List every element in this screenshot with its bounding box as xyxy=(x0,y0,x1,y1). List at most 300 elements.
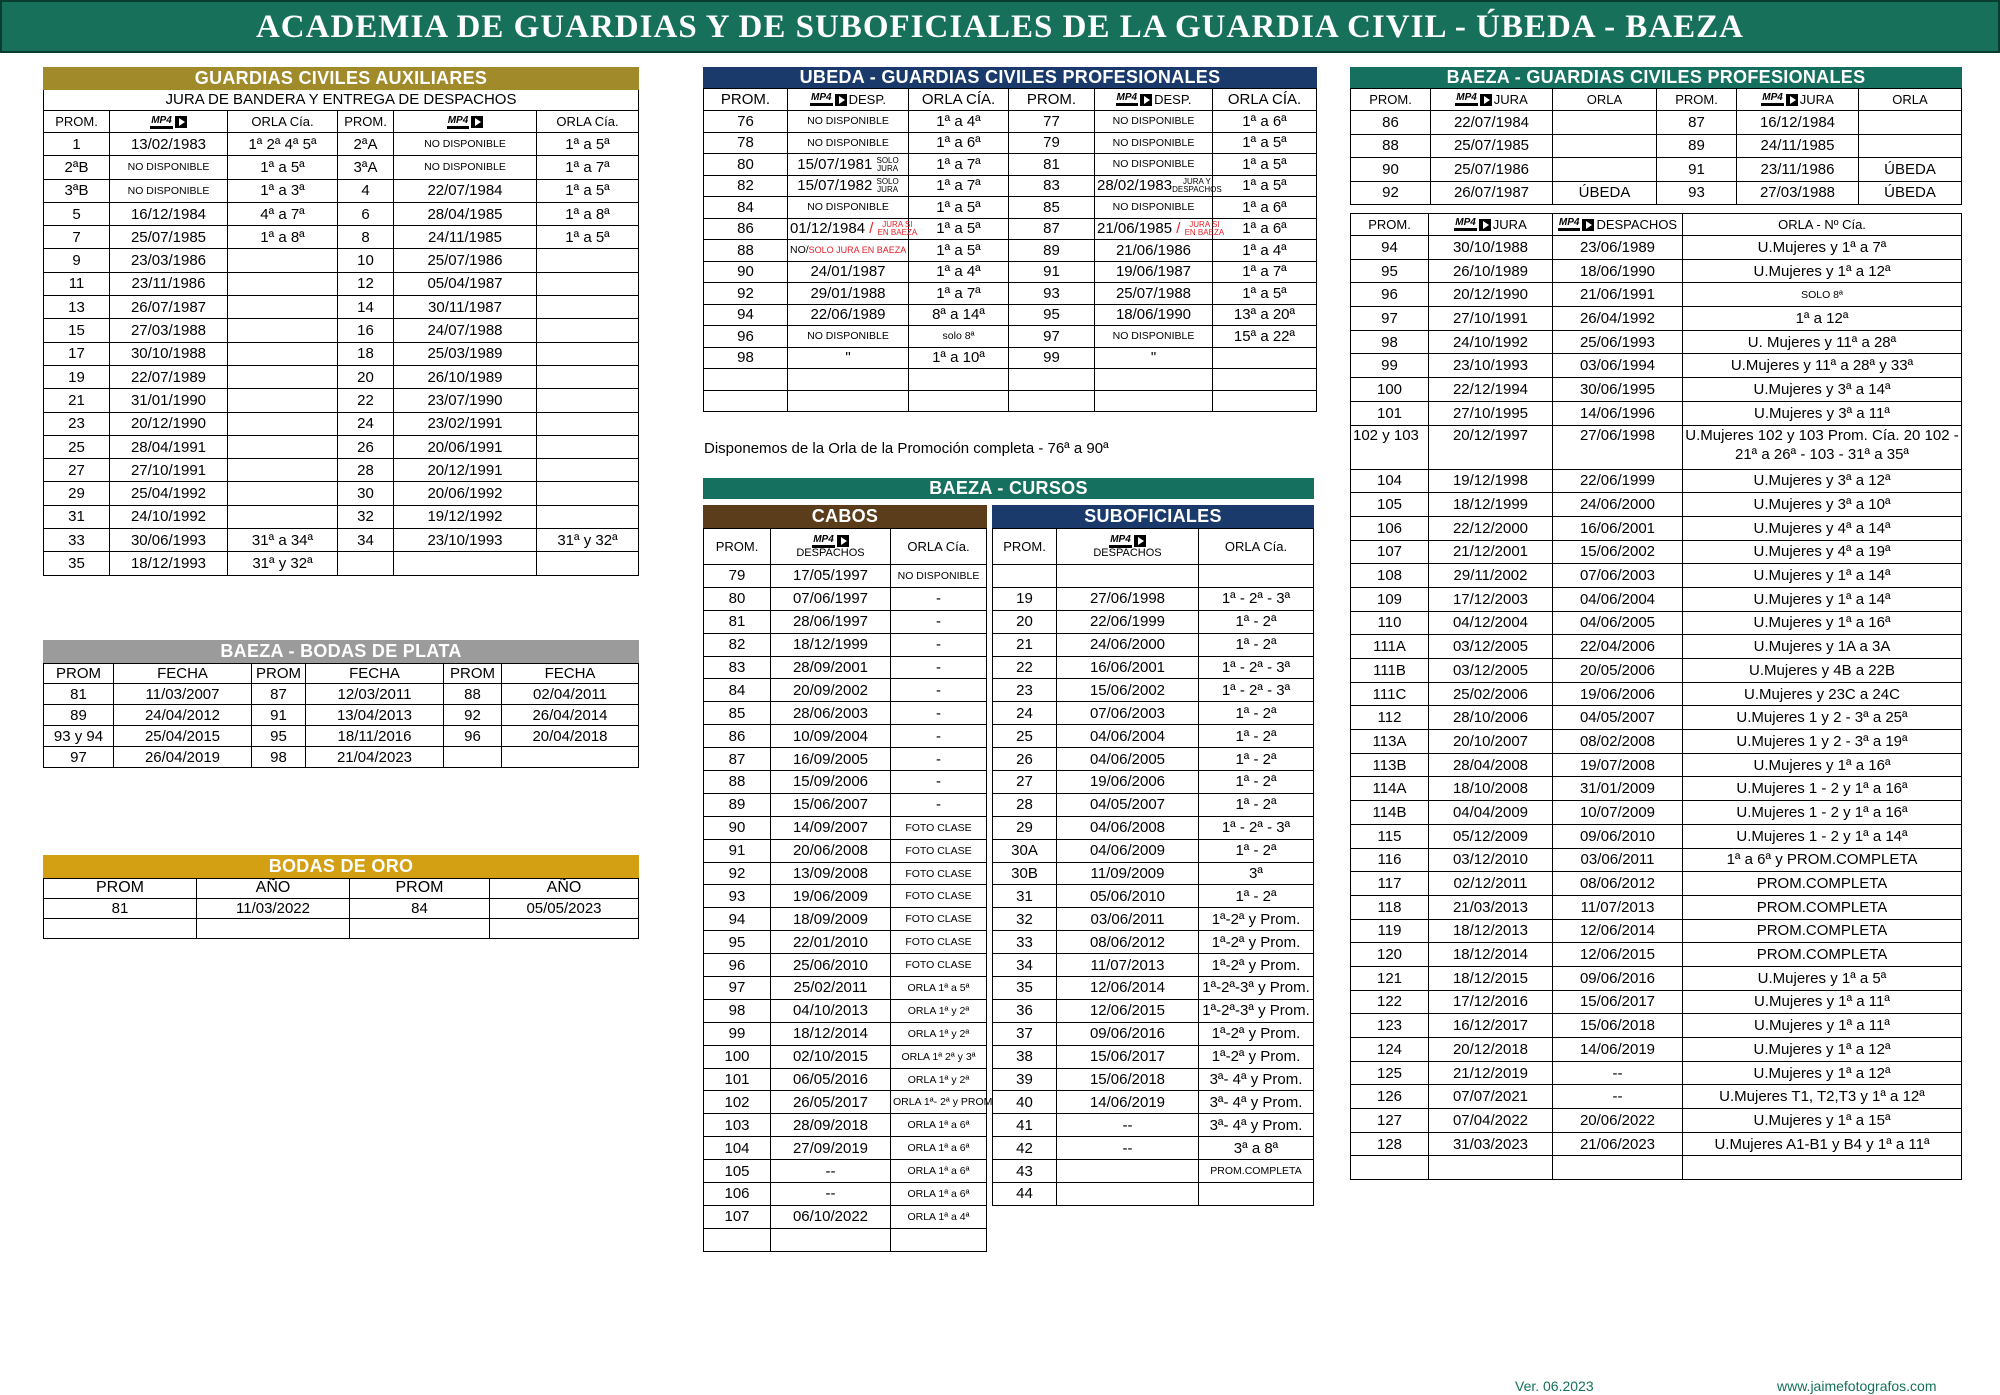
mp4-video-icon: MP4 DESPACHOS xyxy=(1558,217,1678,233)
table-cell: 27/10/1995 xyxy=(1429,401,1553,425)
table-cell: 1ª 2ª 4ª 5ª xyxy=(228,133,338,156)
table-cell: 19/06/2006 xyxy=(1057,771,1199,794)
table-cell: 27/06/1998 xyxy=(1057,587,1199,610)
table-cell: 13/02/1983 xyxy=(110,133,228,156)
table-cell xyxy=(1351,1156,1429,1180)
table-row xyxy=(1351,516,1962,540)
table-cell xyxy=(704,1228,771,1251)
table-cell: 38 xyxy=(993,1045,1057,1068)
table-cell: 42 xyxy=(993,1137,1057,1160)
table-cell: 22/06/1999 xyxy=(1057,610,1199,633)
table-cell: 80 xyxy=(704,587,771,610)
table-cell: 1ª - 2ª xyxy=(1199,885,1314,908)
table-cell: 1ª a 6ª xyxy=(909,132,1009,154)
table-cell: -- xyxy=(771,1160,891,1183)
table-row xyxy=(993,702,1314,725)
note-label: SOLO JURA xyxy=(876,177,899,195)
table-row xyxy=(993,725,1314,748)
table-cell xyxy=(537,365,639,388)
table-cell: 22/12/1994 xyxy=(1429,378,1553,402)
table-cell: U. Mujeres y 11ª a 28ª xyxy=(1683,330,1962,354)
table-cell: 32 xyxy=(993,908,1057,931)
table-row xyxy=(704,587,987,610)
table-cell: 92 xyxy=(704,283,788,305)
table-cell: 10/07/2009 xyxy=(1553,801,1683,825)
table-cell: 30 xyxy=(338,482,394,505)
table-cell: PROM.COMPLETA xyxy=(1683,872,1962,896)
table-cell: 1ª a 7ª xyxy=(909,175,1009,197)
table-cell: PROM. xyxy=(338,111,394,133)
table-row xyxy=(704,197,1317,219)
table-row xyxy=(993,999,1314,1022)
table-row xyxy=(1351,872,1962,896)
table-cell: 08/02/2008 xyxy=(1553,730,1683,754)
table-cell: NO DISPONIBLE xyxy=(788,197,909,219)
table-cell: 89 xyxy=(704,793,771,816)
table-cell: U.Mujeres y 1ª a 16ª xyxy=(1683,753,1962,777)
table-row xyxy=(1351,401,1962,425)
table-cell: 3ª- 4ª y Prom. xyxy=(1199,1114,1314,1137)
table-row xyxy=(704,565,987,588)
table-cell: 78 xyxy=(704,132,788,154)
table-cell: 91 xyxy=(1009,261,1095,283)
table-row xyxy=(704,1091,987,1114)
table-row xyxy=(704,390,1317,412)
table-cell: 24/10/1992 xyxy=(110,505,228,528)
table-cell: - xyxy=(891,771,987,794)
table-row xyxy=(44,202,639,225)
website-link[interactable]: www.jaimefotografos.com xyxy=(1777,1378,1937,1394)
table-cell: 17 xyxy=(44,342,110,365)
table-row xyxy=(1351,706,1962,730)
table-row xyxy=(1351,659,1962,683)
table-cell xyxy=(338,552,394,575)
table-cell xyxy=(394,552,537,575)
table-cell xyxy=(537,296,639,319)
table-cell: 10 xyxy=(338,249,394,272)
table-cell: 1ª a 5ª xyxy=(909,197,1009,219)
table-row xyxy=(1351,259,1962,283)
table-cell: 11/07/2013 xyxy=(1553,895,1683,919)
table-cell: 4ª a 7ª xyxy=(228,202,338,225)
table-cell xyxy=(909,369,1009,391)
table-row xyxy=(704,1068,987,1091)
auxiliares-table xyxy=(43,110,639,576)
table-cell: 23/02/1991 xyxy=(394,412,537,435)
table-cell: 25/03/1989 xyxy=(394,342,537,365)
table-cell xyxy=(228,482,338,505)
table-cell: 21/06/2023 xyxy=(1553,1132,1683,1156)
table-cell: 79 xyxy=(1009,132,1095,154)
table-cell: ORLA 1ª y 2ª xyxy=(891,999,987,1022)
table-cell: U.Mujeres y 11ª a 28ª y 33ª xyxy=(1683,354,1962,378)
table-cell xyxy=(788,369,909,391)
table-cell: PROM xyxy=(444,664,502,684)
table-cell: 98 xyxy=(704,999,771,1022)
table-cell: 80 xyxy=(704,154,788,176)
table-row xyxy=(704,702,987,725)
table-cell: NO DISPONIBLE xyxy=(1095,326,1213,348)
table-cell: NO DISPONIBLE xyxy=(891,565,987,588)
table-cell: 91 xyxy=(704,839,771,862)
table-cell: 111C xyxy=(1351,682,1429,706)
table-cell: 19/12/1992 xyxy=(394,505,537,528)
table-cell: 16/12/1984 xyxy=(1737,111,1859,135)
table-cell: ORLA CÍA. xyxy=(1213,89,1317,111)
table-row xyxy=(1351,564,1962,588)
table-cell: 21/06/1986 xyxy=(1095,240,1213,262)
table-cell: 22/12/2000 xyxy=(1429,516,1553,540)
table-cell: ORLA - Nº Cía. xyxy=(1683,214,1962,236)
table-cell: 88 xyxy=(704,771,771,794)
table-cell: 1ª a 10ª xyxy=(909,347,1009,369)
mp4-header xyxy=(788,89,909,111)
mp4-video-icon: MP4 DESP. xyxy=(811,91,886,107)
baeza-prof-section xyxy=(1350,67,1962,1180)
table-cell: NO DISPONIBLE xyxy=(1095,154,1213,176)
mp4-header: MP4 DESPACHOS xyxy=(771,529,891,565)
table-cell: 87 xyxy=(1657,111,1737,135)
table-cell: ÚBEDA xyxy=(1553,181,1657,205)
table-cell: 19/12/1998 xyxy=(1429,469,1553,493)
table-cell: 33 xyxy=(993,931,1057,954)
table-cell: 23/11/1986 xyxy=(110,272,228,295)
table-cell: 12/06/2014 xyxy=(1057,977,1199,1000)
table-cell: 1ª a 8ª xyxy=(537,202,639,225)
table-cell: 18/10/2008 xyxy=(1429,777,1553,801)
table-cell: 27/03/1988 xyxy=(110,319,228,342)
table-cell: 23/11/1986 xyxy=(1737,158,1859,182)
table-cell: 127 xyxy=(1351,1109,1429,1133)
table-cell: 31/03/2023 xyxy=(1429,1132,1553,1156)
table-cell: 21/12/2001 xyxy=(1429,540,1553,564)
table-cell: 4 xyxy=(338,179,394,202)
table-cell: ORLA xyxy=(1859,89,1962,111)
table-cell: 19/06/2006 xyxy=(1553,682,1683,706)
table-cell: 31 xyxy=(993,885,1057,908)
table-cell xyxy=(537,272,639,295)
table-cell: 6 xyxy=(338,202,394,225)
table-cell: 05/06/2010 xyxy=(1057,885,1199,908)
table-cell: 9 xyxy=(44,249,110,272)
table-cell: 05/12/2009 xyxy=(1429,824,1553,848)
table-cell: NO DISPONIBLE xyxy=(394,156,537,179)
table-cell: 103 xyxy=(704,1114,771,1137)
table-cell: ORLA 1ª 2ª y 3ª xyxy=(891,1045,987,1068)
table-cell: 23 xyxy=(44,412,110,435)
table-cell: 16/12/1984 xyxy=(110,202,228,225)
table-cell: 7 xyxy=(44,226,110,249)
table-cell: 90 xyxy=(1351,158,1431,182)
table-cell: 19/06/1987 xyxy=(1095,261,1213,283)
table-cell: 84 xyxy=(704,679,771,702)
table-cell: U.Mujeres y 4ª a 19ª xyxy=(1683,540,1962,564)
table-cell: NO DISPONIBLE xyxy=(1095,197,1213,219)
table-cell: 13ª a 20ª xyxy=(1213,304,1317,326)
table-cell: 1ª - 2ª xyxy=(1199,748,1314,771)
table-cell: 123 xyxy=(1351,1014,1429,1038)
table-cell: 16/12/2017 xyxy=(1429,1014,1553,1038)
table-row xyxy=(1351,540,1962,564)
table-cell: 8ª a 14ª xyxy=(909,304,1009,326)
table-cell: U.Mujeres y 3ª a 11ª xyxy=(1683,401,1962,425)
table-cell: 94 xyxy=(1351,236,1429,260)
table-row xyxy=(704,931,987,954)
table-cell: 05/05/2023 xyxy=(490,899,639,919)
table-cell: 44 xyxy=(993,1183,1057,1206)
table-cell: 92 xyxy=(704,862,771,885)
table-cell: 22/06/1999 xyxy=(1553,469,1683,493)
table-row xyxy=(44,726,639,747)
table-cell: 18/12/1999 xyxy=(1429,493,1553,517)
table-cell: ORLA 1ª a 5ª xyxy=(891,977,987,1000)
table-cell: 101 xyxy=(1351,401,1429,425)
table-cell: 97 xyxy=(1351,307,1429,331)
table-cell: U.Mujeres y 1ª a 14ª xyxy=(1683,587,1962,611)
table-cell: 105 xyxy=(704,1160,771,1183)
table-cell: 25/04/2015 xyxy=(114,726,252,747)
table-cell: -- xyxy=(1553,1085,1683,1109)
table-cell: PROM. xyxy=(993,529,1057,565)
table-cell: NO DISPONIBLE xyxy=(1095,132,1213,154)
table-cell: 20/12/1997 xyxy=(1429,425,1553,469)
table-cell: AÑO xyxy=(197,879,350,899)
table-cell: 122 xyxy=(1351,990,1429,1014)
table-row xyxy=(704,1045,987,1068)
table-cell: 111A xyxy=(1351,635,1429,659)
table-cell: 22/07/1984 xyxy=(1431,111,1553,135)
table-cell: 1ª a 5ª xyxy=(1213,283,1317,305)
table-cell: 35 xyxy=(44,552,110,575)
table-cell: 1ª a 6ª y PROM.COMPLETA xyxy=(1683,848,1962,872)
table-row xyxy=(1351,330,1962,354)
table-cell: U.Mujeres 1 - 2 y 1ª a 16ª xyxy=(1683,801,1962,825)
table-cell: 1ª-2ª-3ª y Prom. xyxy=(1199,999,1314,1022)
table-cell: 27/06/1998 xyxy=(1553,425,1683,469)
table-cell: 19 xyxy=(44,365,110,388)
table-cell: 14/06/2019 xyxy=(1553,1038,1683,1062)
table-row xyxy=(1351,966,1962,990)
table-row xyxy=(704,1022,987,1045)
table-cell: 89 xyxy=(1657,134,1737,158)
table-cell: 112 xyxy=(1351,706,1429,730)
table-cell: 1ª a 4ª xyxy=(909,261,1009,283)
table-cell: 28/09/2018 xyxy=(771,1114,891,1137)
table-row xyxy=(993,885,1314,908)
table-cell: 29/01/1988 xyxy=(788,283,909,305)
table-cell: 1ª - 2ª - 3ª xyxy=(1199,656,1314,679)
table-cell: 107 xyxy=(704,1205,771,1228)
table-cell: 19/06/2009 xyxy=(771,885,891,908)
table-cell: 28/04/1991 xyxy=(110,435,228,458)
play-icon xyxy=(837,535,849,547)
table-row xyxy=(704,885,987,908)
table-cell: 81 xyxy=(44,899,197,919)
table-cell: 11/09/2009 xyxy=(1057,862,1199,885)
table-cell: 15/06/2017 xyxy=(1553,990,1683,1014)
table-row xyxy=(1351,801,1962,825)
table-cell xyxy=(1683,1156,1962,1180)
table-cell: ORLA 1ª y 2ª xyxy=(891,1022,987,1045)
table-row xyxy=(1351,1156,1962,1180)
table-cell: NO DISPONIBLE xyxy=(788,111,909,133)
oro-section xyxy=(43,855,639,939)
table-cell xyxy=(1095,390,1213,412)
table-cell: PROM xyxy=(44,664,114,684)
page-title: ACADEMIA DE GUARDIAS Y DE SUBOFICIALES DE LA GUARDIA CIVIL - ÚBEDA - BAEZA xyxy=(0,0,2000,53)
table-cell: 26 xyxy=(993,748,1057,771)
table-cell: -- xyxy=(1057,1137,1199,1160)
table-cell: 28 xyxy=(338,459,394,482)
table-cell: 84 xyxy=(704,197,788,219)
table-cell: 04/04/2009 xyxy=(1429,801,1553,825)
table-cell: 07/07/2021 xyxy=(1429,1085,1553,1109)
table-cell: 22/07/1989 xyxy=(110,365,228,388)
table-cell xyxy=(1213,369,1317,391)
table-cell: 15/09/2006 xyxy=(771,771,891,794)
table-cell: U.Mujeres y 1ª a 12ª xyxy=(1683,259,1962,283)
table-cell: 11/03/2007 xyxy=(114,684,252,705)
table-cell: ORLA 1ª a 6ª xyxy=(891,1183,987,1206)
table-cell: U.Mujeres 1 - 2 y 1ª a 14ª xyxy=(1683,824,1962,848)
table-cell: - xyxy=(891,587,987,610)
table-cell: 22/07/1984 xyxy=(394,179,537,202)
table-row xyxy=(993,656,1314,679)
table-cell: ORLA Cía. xyxy=(537,111,639,133)
table-row xyxy=(44,296,639,319)
table-cell: 3ª- 4ª y Prom. xyxy=(1199,1068,1314,1091)
table-cell: 88 xyxy=(1351,134,1431,158)
table-cell: 21/03/2013 xyxy=(1429,895,1553,919)
table-cell: FECHA xyxy=(114,664,252,684)
table-cell: 23 xyxy=(993,679,1057,702)
table-cell: 111B xyxy=(1351,659,1429,683)
table-cell: 13 xyxy=(44,296,110,319)
table-row xyxy=(1351,848,1962,872)
table-cell: NO DISPONIBLE xyxy=(110,179,228,202)
table-cell: 31ª a 34ª xyxy=(228,529,338,552)
table-cell: 98 xyxy=(1351,330,1429,354)
table-cell: 19/07/2008 xyxy=(1553,753,1683,777)
table-cell: 83 xyxy=(1009,175,1095,197)
table-cell: 18/06/1990 xyxy=(1095,304,1213,326)
table-row xyxy=(44,272,639,295)
table-cell: 114B xyxy=(1351,801,1429,825)
table-cell: 1ª-2ª y Prom. xyxy=(1199,1022,1314,1045)
table-cell: 3ªB xyxy=(44,179,110,202)
table-cell xyxy=(1199,565,1314,588)
table-row xyxy=(993,633,1314,656)
table-row xyxy=(704,175,1317,197)
mp4-header xyxy=(110,111,228,133)
table-cell: 93 xyxy=(1009,283,1095,305)
table-cell: 1ª a 3ª xyxy=(228,179,338,202)
table-cell: 18/12/2014 xyxy=(1429,943,1553,967)
table-cell: PROM. xyxy=(1009,89,1095,111)
table-cell: 43 xyxy=(993,1160,1057,1183)
table-cell xyxy=(771,1228,891,1251)
table-cell: ORLA 1ª- 2ª y PROM xyxy=(891,1091,987,1114)
oro-table xyxy=(43,878,639,939)
play-icon xyxy=(1479,219,1491,231)
table-cell: 23/10/1993 xyxy=(1429,354,1553,378)
table-row xyxy=(44,529,639,552)
table-cell: 1ª a 4ª xyxy=(1213,240,1317,262)
table-cell: 87 xyxy=(704,748,771,771)
table-cell: 18/06/1990 xyxy=(1553,259,1683,283)
table-cell: 04/06/2004 xyxy=(1057,725,1199,748)
table-cell: ORLA CÍA. xyxy=(909,89,1009,111)
table-row xyxy=(44,482,639,505)
table-cell: 09/06/2016 xyxy=(1553,966,1683,990)
table-cell: 93 xyxy=(704,885,771,908)
table-cell: 96 xyxy=(704,954,771,977)
table-cell: 121 xyxy=(1351,966,1429,990)
table-cell xyxy=(1057,565,1199,588)
table-cell: 28/04/1985 xyxy=(394,202,537,225)
table-cell: 97 xyxy=(1009,326,1095,348)
table-cell: 26/04/2019 xyxy=(114,747,252,768)
baeza-prof-title: BAEZA - GUARDIAS CIVILES PROFESIONALES xyxy=(1350,67,1962,88)
table-cell: 36 xyxy=(993,999,1057,1022)
table-cell: U.Mujeres y 1ª a 14ª xyxy=(1683,564,1962,588)
table-cell: 21 xyxy=(993,633,1057,656)
table-cell: PROM.COMPLETA xyxy=(1199,1160,1314,1183)
table-row xyxy=(993,1068,1314,1091)
table-cell: 106 xyxy=(1351,516,1429,540)
table-cell: 35 xyxy=(993,977,1057,1000)
table-cell: PROM. xyxy=(1351,89,1431,111)
table-cell: 1ª a 5ª xyxy=(537,133,639,156)
table-cell xyxy=(909,390,1009,412)
table-cell: 81 xyxy=(44,684,114,705)
table-cell: PROM.COMPLETA xyxy=(1683,943,1962,967)
table-row xyxy=(1351,587,1962,611)
table-cell: NO DISPONIBLE xyxy=(1095,111,1213,133)
table-row xyxy=(704,816,987,839)
table-row xyxy=(44,412,639,435)
table-cell: ORLA 1ª y 2ª xyxy=(891,1068,987,1091)
table-cell: 24/06/2000 xyxy=(1057,633,1199,656)
table-cell: 25 xyxy=(993,725,1057,748)
table-cell: 28/02/1983 JURA Y DESPACHOS xyxy=(1095,175,1213,197)
mp4-header xyxy=(1429,214,1553,236)
suboficiales-table xyxy=(992,528,1314,1206)
table-cell: 30/10/1988 xyxy=(1429,236,1553,260)
table-row xyxy=(993,1137,1314,1160)
table-cell xyxy=(537,342,639,365)
table-cell: 25/06/1993 xyxy=(1553,330,1683,354)
table-cell: PROM. xyxy=(704,529,771,565)
table-cell: U.Mujeres y 1A a 3A xyxy=(1683,635,1962,659)
table-row xyxy=(44,505,639,528)
table-row xyxy=(44,319,639,342)
table-cell: 20/10/2007 xyxy=(1429,730,1553,754)
play-icon xyxy=(1134,535,1146,547)
table-cell: 14/06/2019 xyxy=(1057,1091,1199,1114)
table-cell: 1ª - 2ª xyxy=(1199,633,1314,656)
table-cell: 25/06/2010 xyxy=(771,954,891,977)
table-row xyxy=(704,240,1317,262)
table-cell: 15/06/2002 xyxy=(1057,679,1199,702)
table-row xyxy=(1351,635,1962,659)
table-cell: 118 xyxy=(1351,895,1429,919)
table-cell: 88 xyxy=(444,684,502,705)
table-row xyxy=(993,1045,1314,1068)
table-cell: 31/01/1990 xyxy=(110,389,228,412)
table-row xyxy=(1351,1061,1962,1085)
table-cell: 20/12/2018 xyxy=(1429,1038,1553,1062)
